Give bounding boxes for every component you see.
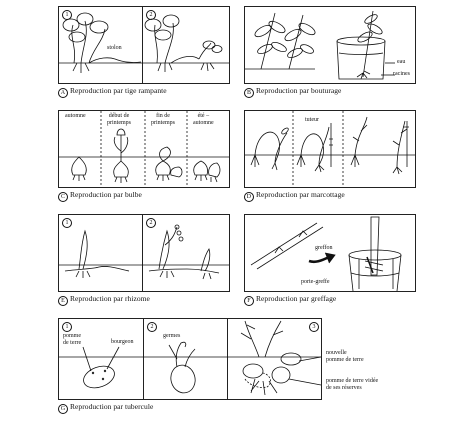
step-number: 1 xyxy=(62,218,72,228)
bulbe-illustration xyxy=(59,111,229,187)
caption-text: Reproduction par tubercule xyxy=(70,402,154,411)
step-number: 2 xyxy=(146,218,156,228)
panel-letter: D xyxy=(244,192,254,202)
caption-g xyxy=(58,402,153,414)
step-number: 2 xyxy=(147,322,157,332)
marcottage-illustration xyxy=(245,111,415,187)
stolon-illustration xyxy=(59,7,229,83)
panel-e-rhizome xyxy=(58,214,230,292)
label-germes: germes xyxy=(163,333,181,339)
rhizome-illustration xyxy=(59,215,229,291)
panel-a-tige-rampante xyxy=(58,6,230,84)
season-label: début de printemps xyxy=(107,113,131,126)
panel-g-tubercule xyxy=(58,318,322,400)
label-bourgeon: bourgeon xyxy=(111,339,134,345)
caption-c xyxy=(58,190,142,202)
caption-d xyxy=(244,190,345,202)
label-racines: racines xyxy=(393,71,410,77)
panel-letter: B xyxy=(244,88,254,98)
label-eau: eau xyxy=(397,59,406,65)
panel-letter: G xyxy=(58,404,68,414)
tubercule-illustration xyxy=(59,319,321,399)
panel-c-bulbe xyxy=(58,110,230,188)
panel-letter: A xyxy=(58,88,68,98)
label-nouvelle-pomme-de-terre: nouvelle pomme de terre xyxy=(326,350,364,363)
caption-text: Reproduction par bouturage xyxy=(256,86,342,95)
caption-e xyxy=(58,294,150,306)
step-number: 1 xyxy=(62,10,72,20)
season-label: fin de printemps xyxy=(151,113,175,126)
label-pomme-de-terre-videe: pomme de terre vidée de ses réserves xyxy=(326,378,379,391)
caption-text: Reproduction par marcottage xyxy=(256,190,345,199)
season-label: été – automne xyxy=(193,113,214,126)
step-number: 3 xyxy=(309,322,319,332)
caption-text: Reproduction par rhizome xyxy=(70,294,150,303)
panel-b-bouturage xyxy=(244,6,416,84)
season-label: automne xyxy=(65,113,86,119)
panel-letter: E xyxy=(58,296,68,306)
panel-letter: C xyxy=(58,192,68,202)
panel-d-marcottage xyxy=(244,110,416,188)
step-number: 1 xyxy=(62,322,72,332)
label-pomme-de-terre: pomme de terre xyxy=(63,333,82,346)
bouturage-illustration xyxy=(245,7,415,83)
caption-text: Reproduction par greffage xyxy=(256,294,337,303)
label-tuteur: tuteur xyxy=(305,117,319,123)
label-porte-greffe: porte-greffe xyxy=(301,279,330,285)
greffage-illustration xyxy=(245,215,415,291)
panel-f-greffage xyxy=(244,214,416,292)
caption-f xyxy=(244,294,336,306)
caption-text: Reproduction par tige rampante xyxy=(70,86,167,95)
step-number: 2 xyxy=(146,10,156,20)
panel-letter: F xyxy=(244,296,254,306)
caption-a xyxy=(58,86,167,98)
caption-b xyxy=(244,86,341,98)
label-stolon: stolon xyxy=(107,45,122,51)
label-greffon: greffon xyxy=(315,245,333,251)
caption-text: Reproduction par bulbe xyxy=(70,190,142,199)
